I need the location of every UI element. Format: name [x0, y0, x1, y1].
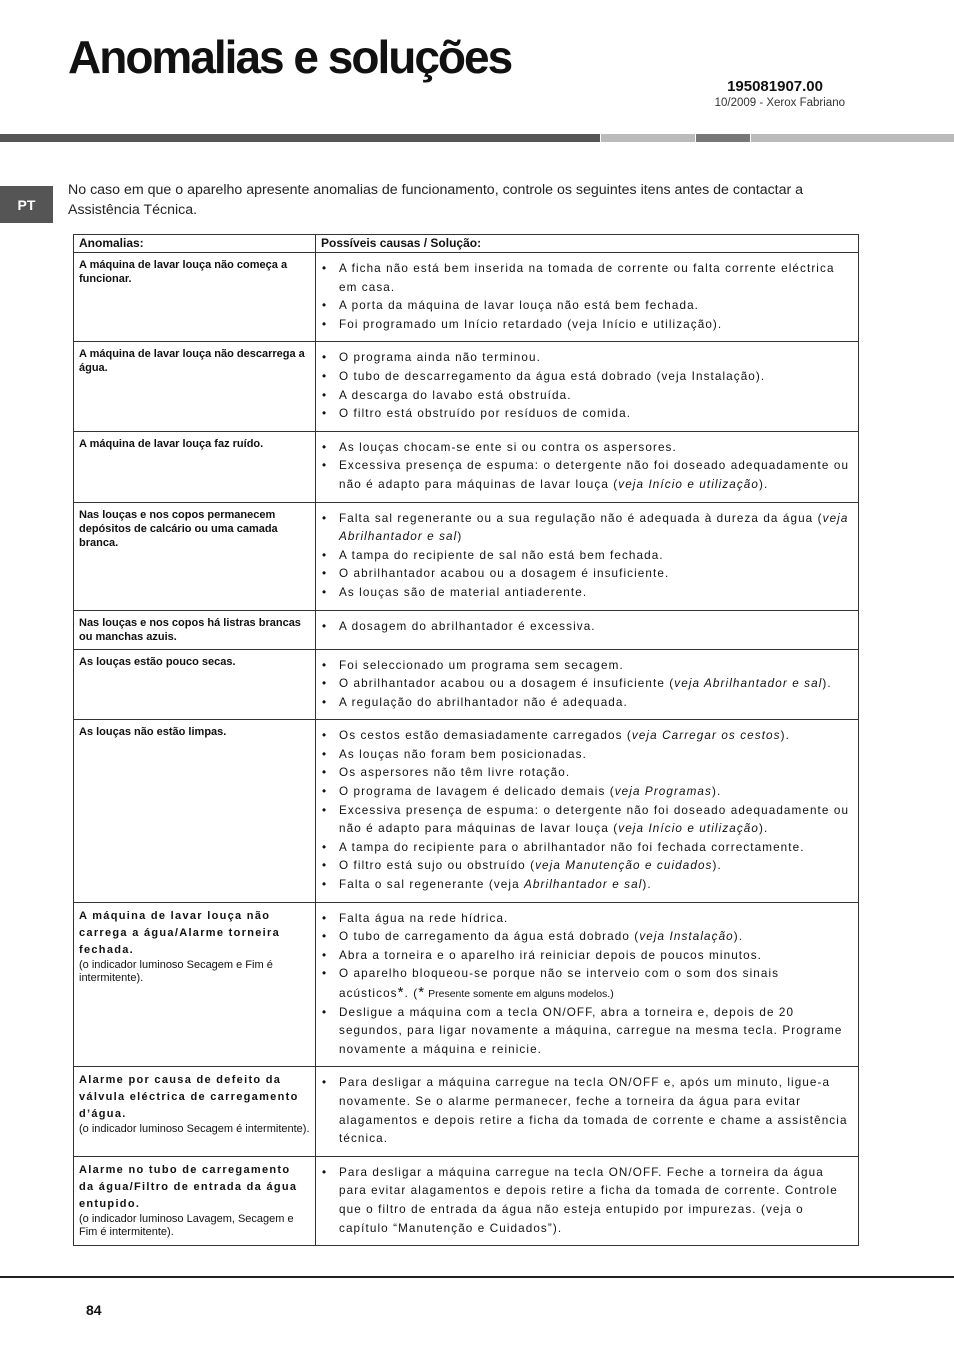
indicator-note: (o indicador luminoso Lavagem, Secagem e Fim é intermitente).: [79, 1212, 294, 1238]
solution-item: • O programa de lavagem é delicado demais (veja Programas).: [320, 783, 853, 802]
solution-item: • O filtro está sujo ou obstruído (veja Manutenção e cuidados).: [320, 857, 853, 876]
solution-reference: veja Programas: [614, 785, 712, 799]
table-row: [74, 1067, 859, 1156]
solution-item: • O tubo de descarregamento da água está dobrado (veja Instalação).: [320, 368, 853, 387]
indicator-note: (o indicador luminoso Secagem é intermitente).: [79, 1123, 310, 1136]
solution-item: • A tampa do recipiente de sal não está bem fechada.: [320, 547, 853, 566]
solution-item: • Para desligar a máquina carregue na tecla ON/OFF. Feche a torneira da água para evitar alagamentos e depois retire a ficha da tomada de corrente. Controle que o filtro de entrada da água não esteja entupido por impurezas. (veja o capítulo “Manutenção e Cuidados”).: [320, 1164, 853, 1238]
indicator-note: (o indicador luminoso Secagem e Fim é intermitente).: [79, 958, 273, 984]
solution-item: • A descarga do lavabo está obstruída.: [320, 387, 853, 406]
solution-item: • O filtro está obstruído por resíduos de comida.: [320, 405, 853, 424]
table-row: [74, 342, 859, 431]
document-number: 195081907.00: [727, 78, 823, 95]
page-title: Anomalias e soluções: [68, 31, 512, 83]
solution-cell: [316, 431, 859, 502]
solution-reference: veja Início e utilização: [618, 822, 760, 836]
asterisk-mark: *: [397, 984, 405, 1001]
solution-list: [320, 260, 853, 334]
anomaly-text: As louças não estão limpas.: [79, 726, 227, 739]
anomaly-cell: [74, 502, 316, 610]
anomaly-text: A máquina de lavar louça faz ruído.: [79, 437, 264, 450]
anomaly-cell: [74, 342, 316, 431]
table-row: [74, 502, 859, 610]
solution-list: [320, 910, 853, 1060]
solution-list: [320, 1164, 853, 1238]
solution-item: • Falta sal regenerante ou a sua regulação não é adequada à dureza da água (veja Abrilhantador e sal): [320, 510, 853, 547]
table-row: [74, 649, 859, 720]
solution-item: • As louças chocam-se ente si ou contra os aspersores.: [320, 439, 853, 458]
anomaly-text: Nas louças e nos copos há listras brancas ou manchas azuis.: [79, 616, 301, 643]
anomaly-cell: [74, 902, 316, 1067]
footer-rule: [0, 1276, 954, 1278]
anomaly-cell: [74, 649, 316, 720]
anomaly-text: Alarme no tubo de carregamento da água/Filtro de entrada da água entupido.: [79, 1163, 298, 1210]
solution-reference: veja Início e utilização: [618, 477, 760, 491]
solution-item: • Desligue a máquina com a tecla ON/OFF, abra a torneira e, depois de 20 segundos, para ligar novamente a máquina, carregue na mesma tecla. Programe novamente a máquina e reinicie.: [320, 1004, 853, 1060]
solution-cell: [316, 720, 859, 902]
anomaly-text: Nas louças e nos copos permanecem depósitos de calcário ou uma camada branca.: [79, 508, 278, 549]
solution-cell: [316, 610, 859, 649]
solution-item: • Abra a torneira e o aparelho irá reiniciar depois de poucos minutos.: [320, 947, 853, 966]
solution-list: [320, 618, 853, 637]
header-bar-light-end: [751, 134, 954, 142]
header-bar-dark: [0, 134, 600, 142]
solution-list: [320, 349, 853, 423]
solution-item: • Os cestos estão demasiadamente carregados (veja Carregar os cestos).: [320, 727, 853, 746]
column-header-solutions: Possíveis causas / Solução:: [316, 235, 859, 253]
solution-item: • Para desligar a máquina carregue na tecla ON/OFF e, após um minuto, ligue-a novamente. Se o alarme permanecer, feche a torneira da água para evitar alagamentos e depois retire a ficha da tomada de corrente e chame a assistência técnica.: [320, 1074, 853, 1148]
table-row: [74, 253, 859, 342]
solution-reference: veja Instalação: [639, 930, 734, 944]
column-header-anomalies: Anomalias:: [74, 235, 316, 253]
header-bar-light: [601, 134, 695, 142]
solution-reference: veja Abrilhantador e sal: [339, 511, 849, 544]
anomaly-cell: [74, 253, 316, 342]
troubleshooting-table: [73, 234, 859, 1246]
anomaly-text: A máquina de lavar louça não descarrega a água.: [79, 348, 305, 375]
solution-reference: Abrilhantador e sal: [524, 878, 643, 892]
solution-item: • Excessiva presença de espuma: o detergente não foi doseado adequadamente ou não é adapto para máquinas de lavar louça (veja Início e utilização).: [320, 457, 853, 494]
solution-cell: [316, 342, 859, 431]
solution-item: • Falta água na rede hídrica.: [320, 910, 853, 929]
asterisk-mark: *: [418, 984, 426, 1001]
solution-cell: [316, 1156, 859, 1245]
anomaly-cell: [74, 1156, 316, 1245]
solution-item: • O abrilhantador acabou ou a dosagem é insuficiente.: [320, 565, 853, 584]
solution-list: [320, 657, 853, 713]
solution-reference: veja Abrilhantador e sal: [674, 677, 823, 691]
table-row: [74, 720, 859, 902]
table-row: [74, 902, 859, 1067]
solution-item: • As louças são de material antiaderente.: [320, 584, 853, 603]
solution-reference: veja Carregar os cestos: [631, 729, 781, 743]
anomaly-cell: [74, 610, 316, 649]
solution-item: • Excessiva presença de espuma: o detergente não foi doseado adequadamente ou não é adapto para máquinas de lavar louça (veja Início e utilização).: [320, 802, 853, 839]
footnote-text: Presente somente em alguns modelos.): [425, 988, 614, 1000]
solution-cell: [316, 253, 859, 342]
document-date: 10/2009 - Xerox Fabriano: [714, 97, 845, 109]
table-body: [74, 253, 859, 1246]
header-bar-dark-segment: [696, 134, 750, 142]
solution-cell: [316, 502, 859, 610]
page-number: 84: [86, 1302, 102, 1318]
anomaly-cell: [74, 1067, 316, 1156]
anomaly-cell: [74, 431, 316, 502]
anomaly-cell: [74, 720, 316, 902]
solution-cell: [316, 1067, 859, 1156]
solution-item: • O programa ainda não terminou.: [320, 349, 853, 368]
table-row: [74, 1156, 859, 1245]
solution-item: • As louças não foram bem posicionadas.: [320, 746, 853, 765]
solution-item: • A ficha não está bem inserida na tomada de corrente ou falta corrente eléctrica em casa.: [320, 260, 853, 297]
solution-item: • Falta o sal regenerante (veja Abrilhantador e sal).: [320, 876, 853, 895]
solution-cell: [316, 649, 859, 720]
solution-item: • Foi seleccionado um programa sem secagem.: [320, 657, 853, 676]
solution-item: • A porta da máquina de lavar louça não está bem fechada.: [320, 297, 853, 316]
solution-item: • A regulação do abrilhantador não é adequada.: [320, 694, 853, 713]
table-row: [74, 610, 859, 649]
anomaly-text: Alarme por causa de defeito da válvula eléctrica de carregamento d’água.: [79, 1074, 299, 1121]
anomaly-text: A máquina de lavar louça não começa a funcionar.: [79, 259, 288, 285]
solution-item: • A tampa do recipiente para o abrilhantador não foi fechada correctamente.: [320, 839, 853, 858]
table-row: [74, 431, 859, 502]
solution-item: • A dosagem do abrilhantador é excessiva.: [320, 618, 853, 637]
language-tab: PT: [0, 186, 53, 223]
anomaly-text: As louças estão pouco secas.: [79, 655, 236, 668]
solution-reference: veja Manutenção e cuidados: [535, 859, 713, 873]
solution-item: • Os aspersores não têm livre rotação.: [320, 764, 853, 783]
solution-item: • Foi programado um Início retardado (veja Início e utilização).: [320, 316, 853, 335]
solution-list: [320, 510, 853, 603]
solution-list: [320, 1074, 853, 1148]
solution-list: [320, 727, 853, 894]
anomaly-text: A máquina de lavar louça não carrega a água/Alarme torneira fechada.: [79, 909, 281, 956]
intro-text: No caso em que o aparelho apresente anomalias de funcionamento, controle os seguintes itens antes de contactar a Assistência Técnica.: [68, 182, 804, 218]
solution-item: • O abrilhantador acabou ou a dosagem é insuficiente (veja Abrilhantador e sal).: [320, 675, 853, 694]
solution-item: • O aparelho bloqueou-se porque não se interveio com o som dos sinais acústicos*. (* Presente somente em alguns modelos.): [320, 965, 853, 1003]
solution-item: • O tubo de carregamento da água está dobrado (veja Instalação).: [320, 928, 853, 947]
solution-cell: [316, 902, 859, 1067]
solution-list: [320, 439, 853, 495]
table-header-row: [74, 235, 859, 253]
